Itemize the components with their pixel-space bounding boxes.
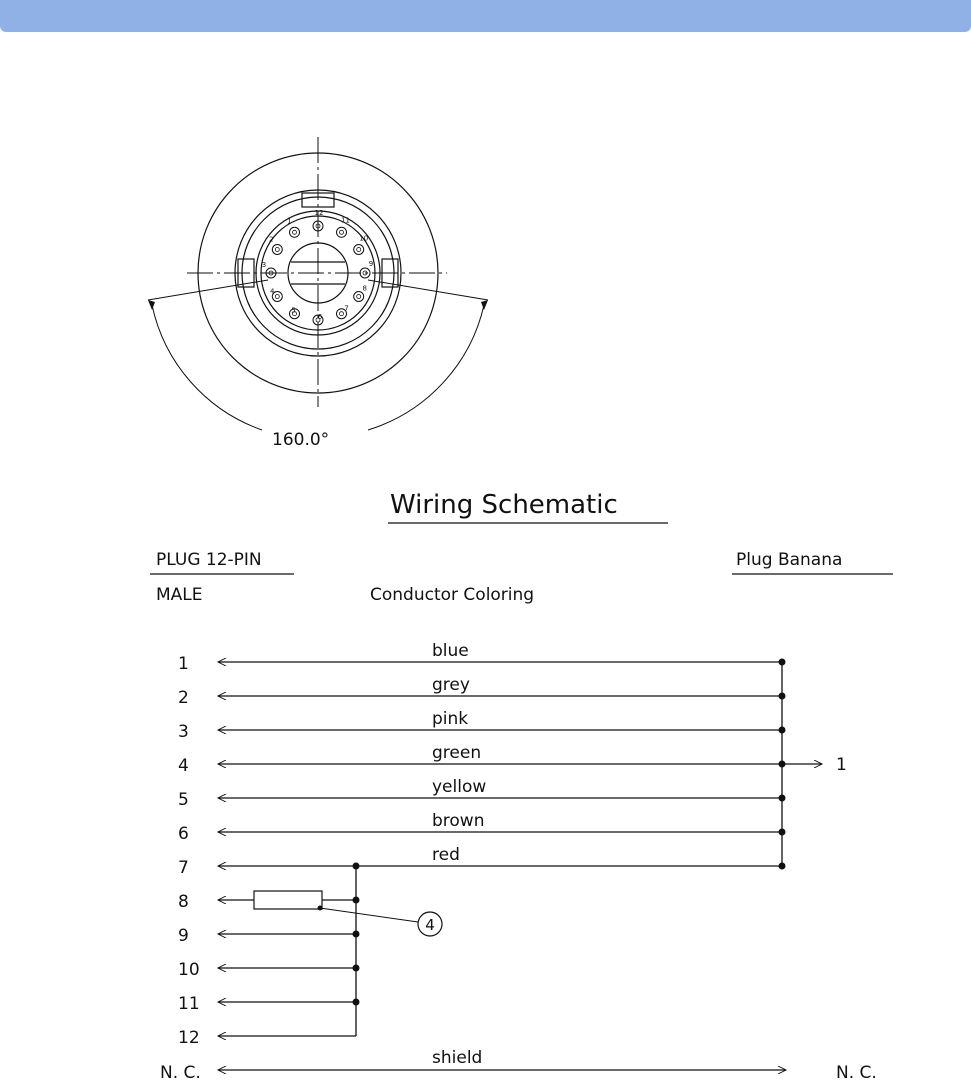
- connector-pin-label: 6: [317, 313, 323, 321]
- connector-pin: [270, 288, 282, 302]
- pin-number: 10: [178, 960, 200, 980]
- conductor-color-label: pink: [432, 709, 469, 729]
- connector-pin-label: 8: [362, 284, 367, 293]
- shield-right-nc: N. C.: [836, 1063, 877, 1083]
- connector-pin: [290, 307, 300, 319]
- pin-number: 4: [178, 756, 189, 776]
- pin-number: 7: [178, 858, 189, 878]
- conductor-color-label: yellow: [432, 777, 487, 797]
- pin-number: 1: [178, 654, 189, 674]
- connector-pin: [354, 235, 368, 255]
- connector-pin-label: 3: [261, 261, 267, 269]
- wire-row: [178, 675, 786, 708]
- plug-12pin-header: PLUG 12-PIN: [156, 550, 262, 570]
- wire-row: [178, 777, 786, 810]
- connector-pin-label: 2: [269, 235, 274, 244]
- connector-face-view: [148, 137, 488, 430]
- connector-pin-label: 4: [270, 287, 275, 296]
- wire-row: [178, 845, 786, 878]
- male-label: MALE: [156, 585, 203, 605]
- wire-row: [178, 743, 786, 776]
- pin-number: 11: [178, 994, 200, 1014]
- pin-number: 8: [178, 892, 189, 912]
- angle-label: 160.0°: [272, 430, 330, 450]
- wire-row: [178, 994, 360, 1014]
- connector-pin: [337, 305, 349, 319]
- connector-pin: [360, 260, 373, 278]
- banana-output-label: 1: [836, 755, 847, 775]
- wire-row: [178, 641, 786, 674]
- connector-pin-label: 12: [314, 209, 324, 217]
- pin-number: 9: [178, 926, 189, 946]
- conductor-color-label: red: [432, 845, 460, 865]
- connector-pin: [354, 285, 367, 302]
- shield-label: shield: [432, 1048, 483, 1068]
- wire-rows: [178, 641, 786, 1048]
- wire-row: [178, 811, 786, 844]
- connector-pin-label: 11: [341, 216, 350, 225]
- resistor-callout-number: 4: [425, 916, 435, 934]
- resistor: [254, 891, 322, 909]
- wire-row: [178, 926, 360, 946]
- conductor-coloring-header: Conductor Coloring: [370, 585, 535, 605]
- plug-banana-header: Plug Banana: [736, 550, 843, 570]
- pin-number: 3: [178, 722, 189, 742]
- conductor-color-label: brown: [432, 811, 485, 831]
- pin-number: 12: [178, 1028, 200, 1048]
- connector-pin-label: 5: [291, 306, 296, 315]
- connector-pin-label: 7: [344, 304, 349, 313]
- schematic-title: Wiring Schematic: [390, 490, 618, 520]
- shield-left-nc: N. C.: [160, 1063, 201, 1083]
- pin-number: 6: [178, 824, 189, 844]
- connector-pin-label: 1: [287, 217, 292, 226]
- wire-row: [178, 960, 360, 980]
- pin-number: 2: [178, 688, 189, 708]
- connector-pin: [269, 236, 282, 255]
- conductor-color-label: grey: [432, 675, 470, 695]
- pin-number: 5: [178, 790, 189, 810]
- conductor-color-label: blue: [432, 641, 469, 661]
- connector-pin: [262, 261, 276, 278]
- conductor-color-label: green: [432, 743, 482, 763]
- wire-row: [178, 709, 786, 742]
- wire-row: [178, 1028, 356, 1048]
- connector-pin-label: 10: [359, 234, 369, 243]
- connector-pin-label: 9: [368, 260, 374, 268]
